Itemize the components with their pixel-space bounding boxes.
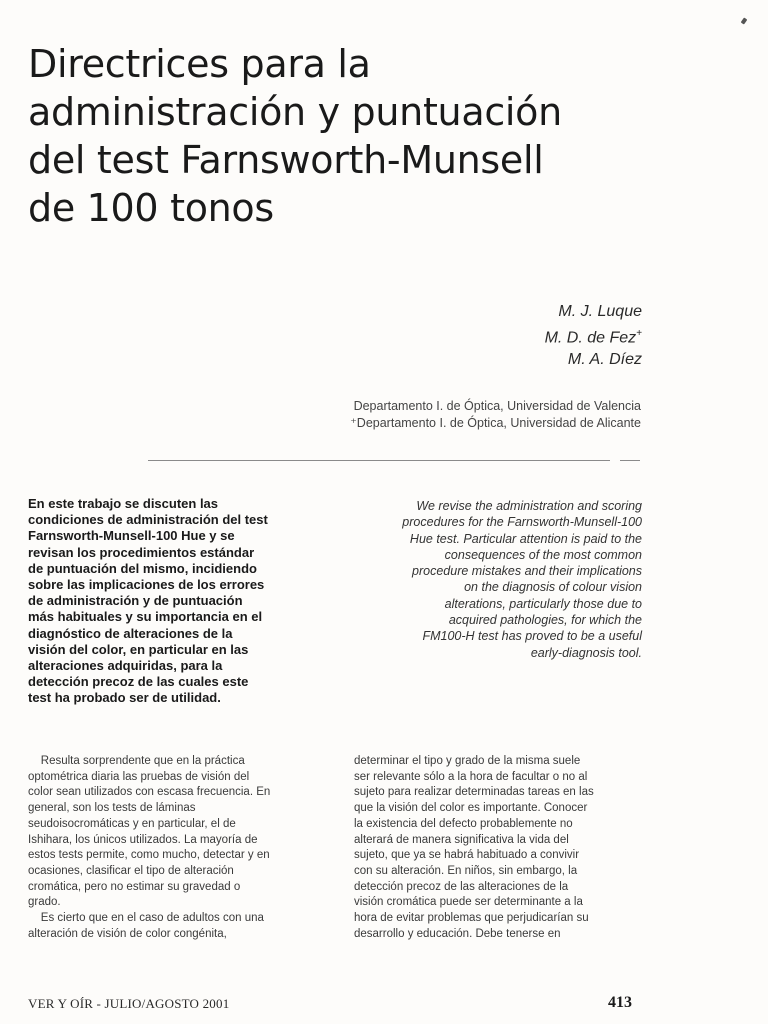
abstract-line: alterations, particularly those due to	[444, 596, 642, 611]
body-column-right	[354, 754, 639, 942]
body-line: cromática, pero no estimar su gravedad o	[28, 880, 241, 893]
body-line: detección precoz de las alteraciones de la	[354, 880, 569, 893]
body-line: visión cromática puede ser determinante a la	[354, 896, 583, 909]
author-name: M. A. Díez	[567, 351, 642, 369]
abstract-line: early-diagnosis tool.	[530, 645, 642, 660]
abstract-line: En este trabajo se discuten las	[28, 496, 219, 511]
abstract-line: condiciones de administración del test	[28, 512, 268, 528]
body-line: hora de evitar problemas que perjudicarían su	[354, 912, 589, 925]
author-name: M. D. de Fez	[544, 329, 637, 347]
author-entry	[545, 323, 642, 349]
body-line: optométrica diaria las pruebas de visión del	[28, 770, 250, 783]
abstract-line: procedure mistakes and their implications	[412, 564, 642, 579]
abstract-line: acquired pathologies, for which the	[448, 613, 642, 628]
abstract-line: procedures for the Farnsworth-Munsell-100	[402, 515, 642, 530]
author-name: M. J. Luque	[558, 303, 642, 320]
body-line: alteración de visión de color congénita,	[28, 927, 227, 940]
body-line: estos tests permite, como mucho, detectar y en	[28, 849, 270, 862]
abstract-line: on the diagnosis of colour vision	[464, 580, 642, 595]
abstract-line: We revise the administration and scoring	[416, 499, 642, 513]
body-column-left	[28, 754, 313, 942]
body-line: alterará de manera significativa la vida del	[354, 833, 569, 846]
scan-speck	[741, 17, 748, 24]
article-title	[28, 40, 628, 232]
divider-rule	[148, 460, 610, 461]
title-line: Directrices para la	[28, 42, 371, 86]
body-line: la existencia del defecto probablemente no	[354, 817, 573, 830]
abstract-line: Farnsworth-Munsell-100 Hue y se	[28, 528, 235, 544]
body-line: desarrollo y educación. Debe tenerse en	[354, 927, 561, 940]
abstract-spanish	[28, 496, 318, 707]
title-line: del test Farnsworth-Munsell	[28, 138, 544, 182]
body-line: determinar el tipo y grado de la misma suele	[354, 755, 581, 767]
body-line: general, son los tests de láminas	[28, 802, 196, 815]
abstract-line: alteraciones adquiridas, para la	[28, 658, 223, 674]
abstract-line: revisan los procedimientos estándar	[28, 544, 255, 560]
body-line: ser relevante sólo a la hora de facultar o no al	[354, 770, 588, 783]
abstract-line: Hue test. Particular attention is paid to the	[409, 531, 642, 546]
abstract-english	[352, 498, 642, 661]
body-line: grado.	[28, 896, 61, 909]
body-line: seudoisocromáticas y en particular, el de	[28, 817, 236, 830]
title-line: de 100 tonos	[28, 186, 274, 230]
abstract-line: sobre las implicaciones de los errores	[28, 577, 265, 593]
divider-rule-tail	[620, 460, 640, 461]
page-number: 413	[608, 994, 632, 1011]
abstract-line: detección precoz de las cuales este	[28, 674, 249, 690]
body-line: que la visión del color es importante. Conocer	[354, 802, 588, 815]
body-line: Es cierto que en el caso de adultos con una	[28, 912, 264, 925]
abstract-line: FM100-H test has proved to be a useful	[422, 629, 642, 644]
body-line: sujeto, que ya se habrá habituado a convivir	[354, 849, 580, 862]
body-line: sujeto para realizar determinadas tareas en las	[354, 786, 594, 799]
affiliation-mark: +	[636, 328, 642, 339]
title-line: administración y puntuación	[28, 90, 562, 134]
body-line: color sean utilizados con escasa frecuencia. En	[28, 786, 271, 799]
abstract-line: diagnóstico de alteraciones de la	[28, 625, 233, 641]
body-line: Ishihara, los únicos utilizados. La mayoría de	[28, 833, 258, 846]
abstract-line: de administración y de puntuación	[28, 593, 243, 609]
affiliations	[350, 398, 641, 432]
affiliation-line: ⁺Departamento I. de Óptica, Universidad de Alicante	[350, 416, 641, 430]
abstract-line: consequences of the most common	[444, 547, 642, 562]
journal-footer: VER Y OÍR - JULIO/AGOSTO 2001	[28, 996, 230, 1011]
author-list	[545, 301, 642, 371]
body-line: Resulta sorprendente que en la práctica	[28, 755, 245, 767]
abstract-line: de puntuación del mismo, incidiendo	[28, 560, 257, 576]
abstract-line: test ha probado ser de utilidad.	[28, 690, 221, 706]
abstract-line: más habituales y su importancia en el	[28, 609, 263, 625]
body-line: ocasiones, clasificar el tipo de alteración	[28, 864, 234, 877]
abstract-line: visión del color, en particular en las	[28, 641, 249, 657]
body-line: con su alteración. En niños, sin embargo, la	[354, 864, 578, 877]
affiliation-line: Departamento I. de Óptica, Universidad de Valencia	[353, 399, 641, 413]
